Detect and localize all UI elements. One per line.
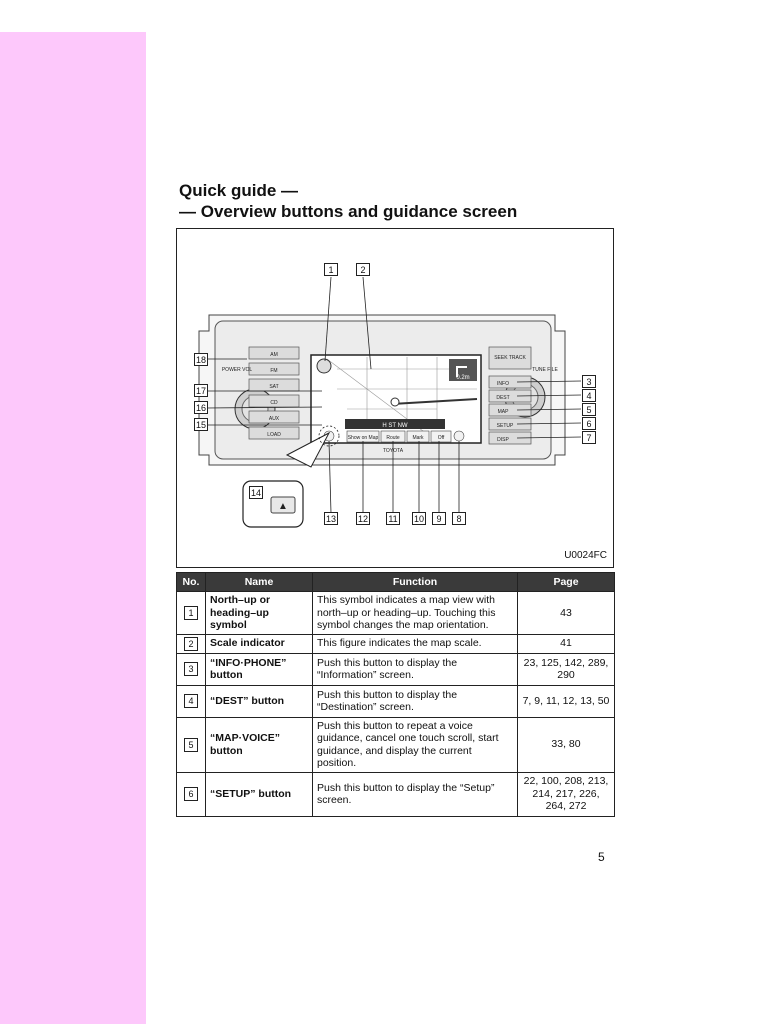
brand-label: TOYOTA: [382, 448, 404, 454]
header-name: Name: [206, 573, 313, 592]
row-name: “INFO·PHONE” button: [206, 653, 313, 685]
callout-16: 16: [195, 403, 206, 413]
row-page: 33, 80: [518, 717, 615, 772]
button-map-label: MAP: [497, 409, 509, 415]
callout-7: 7: [582, 431, 596, 444]
row-name: “DEST” button: [206, 685, 313, 717]
street-banner: H ST NW: [382, 423, 408, 429]
callout-9: 9: [432, 512, 446, 525]
row-number: 2: [184, 637, 198, 651]
page-number: 5: [598, 850, 605, 864]
row-page: 7, 9, 11, 12, 13, 50: [518, 685, 615, 717]
row-name: “SETUP” button: [206, 772, 313, 816]
row-number: 6: [184, 787, 198, 801]
table-header-row: [177, 573, 615, 592]
table-row: [177, 772, 615, 816]
row-page: 43: [518, 592, 615, 635]
callout-17: 17: [195, 386, 206, 396]
row-number: 1: [184, 606, 198, 620]
row-page: 22, 100, 208, 213, 214, 217, 226, 264, 272: [518, 772, 615, 816]
button-info-label: INFO: [497, 381, 509, 387]
row-name: “MAP·VOICE” button: [206, 717, 313, 772]
table-row: [177, 685, 615, 717]
row-name: North–up or heading–up symbol: [206, 592, 313, 635]
header-no: No.: [177, 573, 206, 592]
callout-1: 1: [324, 263, 338, 276]
button-fm-label: FM: [270, 368, 278, 374]
callout-13: 13: [325, 514, 336, 524]
seek-track-label: SEEK TRACK: [494, 355, 526, 361]
callout-12: 12: [357, 514, 368, 524]
button-am-label: AM: [270, 352, 278, 358]
button-sat-label: SAT: [269, 384, 279, 390]
callout-6: 6: [582, 417, 596, 430]
row-function: Push this button to display the “Information” screen.: [313, 653, 518, 685]
callout-2: 2: [356, 263, 370, 276]
page-title: [179, 180, 517, 222]
overview-table: [176, 572, 615, 817]
row-function: Push this button to display the “Setup” screen.: [313, 772, 518, 816]
callout-3: 3: [582, 375, 596, 388]
button-cd-label: CD: [270, 400, 278, 406]
soft-button-show-on-map: Show on Map: [347, 435, 379, 441]
button-aux-label: AUX: [268, 416, 280, 422]
soft-button-route: Route: [386, 435, 400, 441]
table-row: [177, 653, 615, 685]
svg-text:▲: ▲: [278, 501, 288, 512]
navigation-unit-figure: [176, 228, 614, 568]
row-function: This symbol indicates a map view with north–up or heading–up. Touching this symbol changes the map orientation.: [313, 592, 518, 635]
row-number: 3: [184, 662, 198, 676]
distance-readout: 0.2m: [456, 375, 470, 381]
button-setup-label: SETUP: [496, 423, 514, 429]
row-page: 41: [518, 634, 615, 653]
figure-code: U0024FC: [564, 550, 607, 561]
button-load-label: LOAD: [267, 432, 281, 438]
callout-4: 4: [582, 389, 596, 402]
power-vol-label: POWER VOL: [221, 367, 253, 373]
row-number: 5: [184, 738, 198, 752]
row-function: Push this button to repeat a voice guidance, cancel one touch scroll, start guidance, and display the current position.: [313, 717, 518, 772]
header-page: Page: [518, 573, 615, 592]
callout-11: 11: [386, 512, 400, 525]
callout-15: 15: [195, 420, 206, 430]
soft-button-off: Off: [437, 435, 445, 441]
row-function: This figure indicates the map scale.: [313, 634, 518, 653]
row-name: Scale indicator: [206, 634, 313, 653]
left-margin-band: [0, 32, 146, 1024]
button-disp-label: DISP: [497, 437, 509, 443]
table-row: [177, 592, 615, 635]
button-dest-label: DEST: [496, 395, 510, 401]
row-function: Push this button to display the “Destination” screen.: [313, 685, 518, 717]
callout-5: 5: [582, 403, 596, 416]
callout-8: 8: [452, 512, 466, 525]
table-row: [177, 717, 615, 772]
callout-10: 10: [413, 514, 424, 524]
header-function: Function: [313, 573, 518, 592]
soft-button-mark: Mark: [412, 435, 424, 441]
callout-14: 14: [250, 488, 261, 498]
tune-file-label: TUNE FILE: [532, 367, 558, 373]
table-row: [177, 634, 615, 653]
row-number: 4: [184, 694, 198, 708]
callout-18: 18: [195, 355, 206, 365]
row-page: 23, 125, 142, 289, 290: [518, 653, 615, 685]
title-line-1: Quick guide —: [179, 181, 299, 200]
title-line-2: — Overview buttons and guidance screen: [179, 202, 518, 221]
